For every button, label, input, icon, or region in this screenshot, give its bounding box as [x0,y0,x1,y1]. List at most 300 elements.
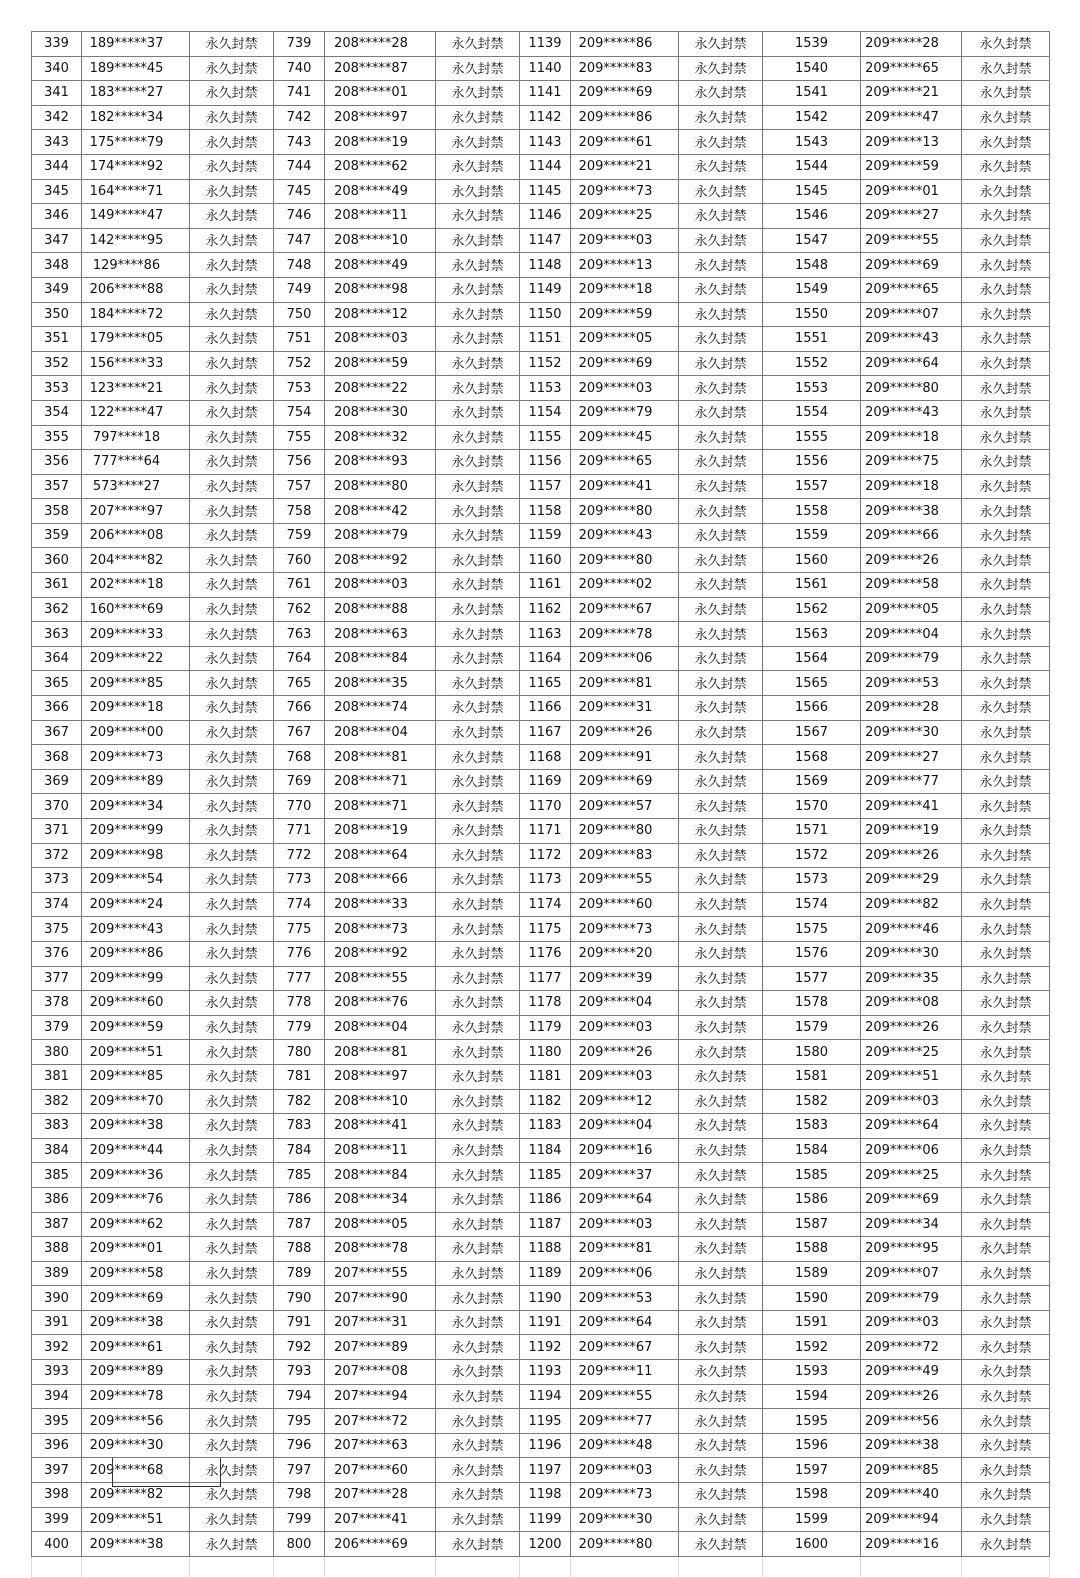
masked-account-id: 209*****89 [82,1360,190,1385]
row-index: 1163 [520,622,571,647]
ban-status: 永久封禁 [436,1064,520,1089]
ban-status: 永久封禁 [679,1237,763,1262]
ban-status: 永久封禁 [679,32,763,57]
row-index: 364 [32,646,82,671]
masked-account-id: 209*****38 [82,1114,190,1139]
masked-account-id: 209*****05 [571,327,679,352]
row-index: 1554 [763,400,861,425]
ban-status: 永久封禁 [962,130,1050,155]
ban-status: 永久封禁 [190,351,274,376]
row-index: 744 [274,154,325,179]
masked-account-id: 209*****59 [571,302,679,327]
ban-status: 永久封禁 [190,1286,274,1311]
masked-account-id: 209*****55 [861,228,962,253]
masked-account-id: 209*****67 [571,597,679,622]
ban-status: 永久封禁 [962,991,1050,1016]
masked-account-id: 209*****43 [861,327,962,352]
ban-status: 永久封禁 [190,622,274,647]
masked-account-id: 209*****73 [571,917,679,942]
ban-status: 永久封禁 [436,892,520,917]
row-index: 1154 [520,400,571,425]
ban-status: 永久封禁 [962,696,1050,721]
masked-account-id: 209*****16 [861,1532,962,1557]
masked-account-id: 208*****10 [325,228,436,253]
table-row [32,253,1050,278]
ban-status: 永久封禁 [436,966,520,991]
masked-account-id: 208*****19 [325,130,436,155]
masked-account-id: 209*****80 [861,376,962,401]
masked-account-id: 208*****92 [325,941,436,966]
row-index: 1194 [520,1384,571,1409]
row-index: 790 [274,1286,325,1311]
ban-status: 永久封禁 [436,1163,520,1188]
ban-status: 永久封禁 [679,1286,763,1311]
ban-status: 永久封禁 [679,1212,763,1237]
row-index: 343 [32,130,82,155]
ban-status: 永久封禁 [436,597,520,622]
row-index: 1566 [763,696,861,721]
masked-account-id: 209*****72 [861,1335,962,1360]
masked-account-id: 207*****28 [325,1483,436,1508]
empty-cell [325,1556,436,1577]
masked-account-id: 209*****70 [82,1089,190,1114]
ban-status: 永久封禁 [190,573,274,598]
row-index: 360 [32,548,82,573]
ban-status: 永久封禁 [962,1433,1050,1458]
masked-account-id: 208*****19 [325,819,436,844]
ban-status: 永久封禁 [190,425,274,450]
row-index: 792 [274,1335,325,1360]
row-index: 769 [274,769,325,794]
ban-status: 永久封禁 [436,32,520,57]
ban-status: 永久封禁 [190,450,274,475]
masked-account-id: 209*****86 [82,941,190,966]
masked-account-id: 174*****92 [82,154,190,179]
masked-account-id: 209*****25 [571,204,679,229]
masked-account-id: 122*****47 [82,400,190,425]
masked-account-id: 209*****33 [82,622,190,647]
row-index: 1175 [520,917,571,942]
ban-status: 永久封禁 [190,646,274,671]
row-index: 800 [274,1532,325,1557]
ban-status: 永久封禁 [436,1458,520,1483]
row-index: 1187 [520,1212,571,1237]
masked-account-id: 209*****81 [571,671,679,696]
row-index: 796 [274,1433,325,1458]
row-index: 374 [32,892,82,917]
row-index: 784 [274,1138,325,1163]
masked-account-id: 209*****18 [571,277,679,302]
row-index: 775 [274,917,325,942]
masked-account-id: 209*****61 [82,1335,190,1360]
row-index: 1160 [520,548,571,573]
masked-account-id: 208*****11 [325,204,436,229]
table-row [32,1360,1050,1385]
ban-status: 永久封禁 [679,425,763,450]
ban-status: 永久封禁 [436,548,520,573]
row-index: 1596 [763,1433,861,1458]
ban-status: 永久封禁 [679,376,763,401]
ban-list-rows [32,32,1050,1578]
row-index: 383 [32,1114,82,1139]
ban-status: 永久封禁 [436,745,520,770]
ban-status: 永久封禁 [190,302,274,327]
row-index: 788 [274,1237,325,1262]
ban-status: 永久封禁 [679,450,763,475]
row-index: 1195 [520,1409,571,1434]
masked-account-id: 209*****03 [571,228,679,253]
ban-status: 永久封禁 [962,1138,1050,1163]
masked-account-id: 209*****73 [571,179,679,204]
row-index: 1563 [763,622,861,647]
masked-account-id: 209*****03 [571,376,679,401]
ban-status: 永久封禁 [436,253,520,278]
row-index: 1588 [763,1237,861,1262]
masked-account-id: 209*****55 [571,1384,679,1409]
masked-account-id: 206*****69 [325,1532,436,1557]
empty-cell [679,1556,763,1577]
ban-status: 永久封禁 [190,81,274,106]
masked-account-id: 207*****60 [325,1458,436,1483]
row-index: 344 [32,154,82,179]
ban-status: 永久封禁 [190,1532,274,1557]
ban-status: 永久封禁 [962,1064,1050,1089]
masked-account-id: 209*****83 [571,843,679,868]
row-index: 748 [274,253,325,278]
masked-account-id: 208*****97 [325,105,436,130]
ban-status: 永久封禁 [962,425,1050,450]
row-index: 1143 [520,130,571,155]
ban-status: 永久封禁 [190,917,274,942]
masked-account-id: 209*****44 [82,1138,190,1163]
row-index: 1139 [520,32,571,57]
row-index: 1568 [763,745,861,770]
table-row [32,745,1050,770]
ban-status: 永久封禁 [962,646,1050,671]
row-index: 351 [32,327,82,352]
table-row [32,622,1050,647]
masked-account-id: 209*****60 [571,892,679,917]
table-row [32,966,1050,991]
ban-status: 永久封禁 [679,1040,763,1065]
ban-status: 永久封禁 [962,56,1050,81]
row-index: 1552 [763,351,861,376]
row-index: 1191 [520,1310,571,1335]
masked-account-id: 209*****43 [861,400,962,425]
ban-status: 永久封禁 [190,1384,274,1409]
row-index: 1556 [763,450,861,475]
table-row [32,769,1050,794]
ban-status: 永久封禁 [190,720,274,745]
row-index: 399 [32,1507,82,1532]
row-index: 1580 [763,1040,861,1065]
masked-account-id: 123*****21 [82,376,190,401]
row-index: 757 [274,474,325,499]
ban-status: 永久封禁 [679,1532,763,1557]
masked-account-id: 209*****29 [861,868,962,893]
masked-account-id: 207*****31 [325,1310,436,1335]
row-index: 1595 [763,1409,861,1434]
row-index: 1150 [520,302,571,327]
table-row [32,302,1050,327]
ban-status: 永久封禁 [962,302,1050,327]
table-row [32,1335,1050,1360]
row-index: 385 [32,1163,82,1188]
row-index: 1565 [763,671,861,696]
masked-account-id: 208*****04 [325,1015,436,1040]
row-index: 342 [32,105,82,130]
table-row [32,1040,1050,1065]
masked-account-id: 209*****06 [571,646,679,671]
row-index: 353 [32,376,82,401]
ban-status: 永久封禁 [190,1409,274,1434]
ban-status: 永久封禁 [962,868,1050,893]
masked-account-id: 209*****82 [82,1483,190,1508]
row-index: 1586 [763,1187,861,1212]
masked-account-id: 156*****33 [82,351,190,376]
ban-status: 永久封禁 [962,400,1050,425]
ban-status: 永久封禁 [962,819,1050,844]
row-index: 359 [32,523,82,548]
masked-account-id: 209*****78 [571,622,679,647]
row-index: 1558 [763,499,861,524]
ban-status: 永久封禁 [679,745,763,770]
masked-account-id: 207*****72 [325,1409,436,1434]
row-index: 391 [32,1310,82,1335]
ban-status: 永久封禁 [190,204,274,229]
row-index: 785 [274,1163,325,1188]
masked-account-id: 209*****58 [82,1261,190,1286]
masked-account-id: 208*****59 [325,351,436,376]
masked-account-id: 208*****32 [325,425,436,450]
masked-account-id: 209*****11 [571,1360,679,1385]
ban-status: 永久封禁 [962,1483,1050,1508]
masked-account-id: 208*****10 [325,1089,436,1114]
row-index: 387 [32,1212,82,1237]
ban-status: 永久封禁 [190,892,274,917]
ban-status: 永久封禁 [436,56,520,81]
ban-status: 永久封禁 [190,154,274,179]
row-index: 1577 [763,966,861,991]
ban-status: 永久封禁 [436,1335,520,1360]
row-index: 362 [32,597,82,622]
masked-account-id: 209*****64 [571,1310,679,1335]
masked-account-id: 206*****08 [82,523,190,548]
ban-status: 永久封禁 [436,622,520,647]
ban-status: 永久封禁 [436,1286,520,1311]
table-row [32,671,1050,696]
ban-status: 永久封禁 [679,646,763,671]
ban-status: 永久封禁 [190,56,274,81]
masked-account-id: 208*****92 [325,548,436,573]
ban-status: 永久封禁 [436,1507,520,1532]
row-index: 1176 [520,941,571,966]
row-index: 396 [32,1433,82,1458]
ban-status: 永久封禁 [436,1532,520,1557]
masked-account-id: 209*****85 [82,1064,190,1089]
row-index: 741 [274,81,325,106]
table-row [32,548,1050,573]
row-index: 795 [274,1409,325,1434]
masked-account-id: 209*****25 [861,1040,962,1065]
row-index: 370 [32,794,82,819]
ban-status: 永久封禁 [962,1114,1050,1139]
row-index: 1144 [520,154,571,179]
row-index: 1147 [520,228,571,253]
masked-account-id: 208*****80 [325,474,436,499]
ban-status: 永久封禁 [962,1409,1050,1434]
ban-status: 永久封禁 [190,868,274,893]
masked-account-id: 208*****33 [325,892,436,917]
masked-account-id: 209*****80 [571,819,679,844]
masked-account-id: 208*****84 [325,1163,436,1188]
ban-status: 永久封禁 [962,228,1050,253]
row-index: 1560 [763,548,861,573]
masked-account-id: 209*****26 [861,1015,962,1040]
ban-status: 永久封禁 [190,400,274,425]
ban-status: 永久封禁 [190,794,274,819]
row-index: 763 [274,622,325,647]
masked-account-id: 208*****35 [325,671,436,696]
row-index: 786 [274,1187,325,1212]
masked-account-id: 209*****22 [82,646,190,671]
table-row [32,56,1050,81]
masked-account-id: 209*****03 [571,1458,679,1483]
masked-account-id: 209*****94 [861,1507,962,1532]
ban-status: 永久封禁 [679,1089,763,1114]
row-index: 1592 [763,1335,861,1360]
row-index: 1141 [520,81,571,106]
ban-status: 永久封禁 [962,548,1050,573]
masked-account-id: 208*****28 [325,32,436,57]
ban-status: 永久封禁 [962,794,1050,819]
row-index: 1161 [520,573,571,598]
ban-status: 永久封禁 [962,1040,1050,1065]
empty-cell [82,1556,190,1577]
ban-status: 永久封禁 [436,1040,520,1065]
masked-account-id: 208*****12 [325,302,436,327]
ban-status: 永久封禁 [962,179,1050,204]
row-index: 1545 [763,179,861,204]
ban-status: 永久封禁 [190,843,274,868]
row-index: 1548 [763,253,861,278]
masked-account-id: 209*****35 [861,966,962,991]
row-index: 1550 [763,302,861,327]
ban-status: 永久封禁 [436,1360,520,1385]
masked-account-id: 208*****63 [325,622,436,647]
ban-status: 永久封禁 [962,1163,1050,1188]
row-index: 1146 [520,204,571,229]
masked-account-id: 209*****18 [861,425,962,450]
row-index: 749 [274,277,325,302]
ban-status: 永久封禁 [679,1310,763,1335]
ban-status: 永久封禁 [190,597,274,622]
ban-status: 永久封禁 [679,1064,763,1089]
table-row [32,646,1050,671]
ban-status: 永久封禁 [190,966,274,991]
masked-account-id: 209*****38 [82,1310,190,1335]
table-row [32,1138,1050,1163]
row-index: 1564 [763,646,861,671]
masked-account-id: 204*****82 [82,548,190,573]
ban-status: 永久封禁 [679,868,763,893]
ban-status: 永久封禁 [679,1163,763,1188]
masked-account-id: 209*****53 [861,671,962,696]
row-index: 367 [32,720,82,745]
masked-account-id: 209*****51 [82,1040,190,1065]
ban-status: 永久封禁 [962,1310,1050,1335]
row-index: 1551 [763,327,861,352]
row-index: 1582 [763,1089,861,1114]
row-index: 1574 [763,892,861,917]
table-row [32,154,1050,179]
row-index: 1193 [520,1360,571,1385]
table-row [32,696,1050,721]
masked-account-id: 208*****98 [325,277,436,302]
masked-account-id: 208*****87 [325,56,436,81]
row-index: 1571 [763,819,861,844]
ban-status: 永久封禁 [190,499,274,524]
ban-status: 永久封禁 [436,1114,520,1139]
masked-account-id: 209*****13 [571,253,679,278]
row-index: 389 [32,1261,82,1286]
masked-account-id: 209*****26 [571,720,679,745]
ban-status: 永久封禁 [190,1458,274,1483]
ban-status: 永久封禁 [436,769,520,794]
table-row [32,1114,1050,1139]
ban-status: 永久封禁 [436,941,520,966]
row-index: 371 [32,819,82,844]
masked-account-id: 208*****41 [325,1114,436,1139]
ban-status: 永久封禁 [962,843,1050,868]
ban-status: 永久封禁 [190,548,274,573]
masked-account-id: 209*****02 [571,573,679,598]
ban-status: 永久封禁 [190,1507,274,1532]
masked-account-id: 797****18 [82,425,190,450]
masked-account-id: 209*****03 [571,1064,679,1089]
ban-status: 永久封禁 [190,1433,274,1458]
ban-status: 永久封禁 [436,819,520,844]
ban-status: 永久封禁 [436,302,520,327]
row-index: 755 [274,425,325,450]
table-row [32,1187,1050,1212]
row-index: 1188 [520,1237,571,1262]
row-index: 797 [274,1458,325,1483]
row-index: 354 [32,400,82,425]
table-row [32,400,1050,425]
table-row [32,277,1050,302]
empty-cell [274,1556,325,1577]
row-index: 756 [274,450,325,475]
table-row [32,1384,1050,1409]
masked-account-id: 209*****85 [861,1458,962,1483]
ban-status: 永久封禁 [962,745,1050,770]
masked-account-id: 142*****95 [82,228,190,253]
table-row [32,179,1050,204]
masked-account-id: 209*****77 [861,769,962,794]
row-index: 789 [274,1261,325,1286]
ban-status: 永久封禁 [962,32,1050,57]
masked-account-id: 209*****13 [861,130,962,155]
ban-status: 永久封禁 [962,277,1050,302]
row-index: 781 [274,1064,325,1089]
table-row [32,917,1050,942]
row-index: 778 [274,991,325,1016]
ban-status: 永久封禁 [190,474,274,499]
table-row [32,892,1050,917]
masked-account-id: 209*****68 [82,1458,190,1483]
masked-account-id: 182*****34 [82,105,190,130]
